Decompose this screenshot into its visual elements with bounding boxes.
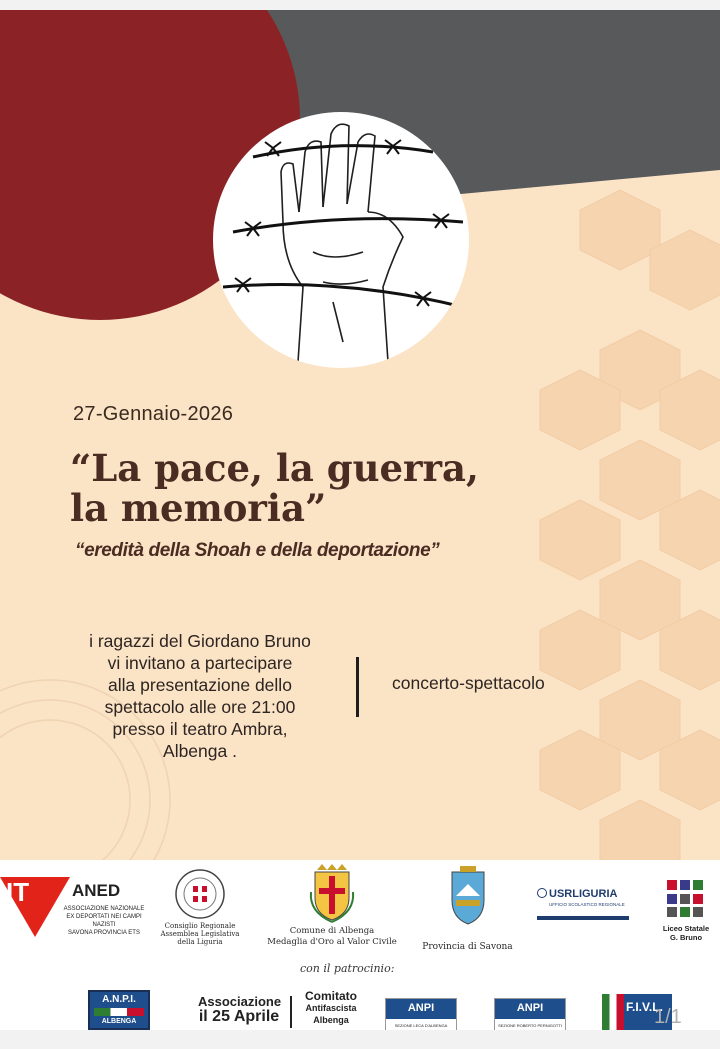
liceo-text	[655, 924, 717, 942]
aned-mark: IT	[6, 877, 30, 907]
usr-name: USRLIGURIA	[549, 888, 618, 900]
event-poster	[0, 10, 720, 1030]
aned-line: ASSOCIAZIONE NAZIONALE	[63, 906, 145, 912]
liceo-grid-icon	[663, 876, 709, 922]
anpi-leca-sub: SEZIONE LECA D'ALBENGA	[394, 1023, 448, 1028]
anpi-albenga-logo	[88, 990, 150, 1030]
consiglio-regionale-logo	[160, 868, 240, 953]
liceo-line: Liceo Statale	[662, 924, 710, 933]
invite-line: Albenga .	[163, 741, 237, 761]
hexagon-pattern	[520, 170, 720, 890]
fivl-flag-stripe	[602, 994, 624, 1030]
associazione-line: Associazione	[198, 994, 282, 1009]
liceo-bruno-logo	[655, 876, 717, 956]
invitation-text	[60, 630, 340, 762]
aned-line: EX DEPORTATI NEI CAMPI NAZISTI	[66, 914, 142, 928]
provincia-savona-logo	[420, 866, 515, 956]
event-title: “La pace, la guerra, la memoria”	[70, 446, 479, 530]
sponsor-footer	[0, 860, 720, 1030]
consiglio-line: Consiglio Regionale	[164, 922, 236, 930]
invite-line: spettacolo alle ore 21:00	[104, 697, 296, 717]
comitato-antifascista-logo	[298, 990, 364, 1026]
italian-flag-icon	[94, 1008, 144, 1016]
provincia-label: Provincia di Savona	[422, 942, 513, 952]
provincia-crest-icon	[446, 866, 490, 928]
usr-sub: UFFICIO SCOLASTICO REGIONALE	[549, 902, 625, 907]
usr-emblem-icon	[537, 888, 547, 898]
event-subtitle: “eredità della Shoah e della deportazione”	[75, 540, 440, 561]
concert-label: concerto-spettacolo	[392, 673, 545, 693]
invite-line: vi invitano a partecipare	[107, 653, 293, 673]
invite-line: presso il teatro Ambra,	[112, 719, 288, 739]
vertical-divider	[356, 657, 359, 717]
consiglio-line: Assemblea Legislativa	[160, 930, 240, 938]
aned-subtitle	[58, 905, 150, 937]
aned-logo	[0, 875, 145, 945]
barbed-wire-hand-illustration	[213, 112, 469, 368]
comune-text	[262, 926, 402, 948]
anpi-leca-name: ANPI	[407, 1002, 435, 1014]
usr-liguria-logo	[535, 884, 630, 929]
anpi-section-logo	[494, 998, 566, 1030]
aned-name: ANED	[72, 881, 121, 900]
anpi-section-sub: SEZIONE ROBERTO PERNIGOTTI	[498, 1023, 562, 1028]
albenga-coat-of-arms-icon	[307, 862, 357, 924]
associazione-divider	[290, 996, 292, 1028]
page-indicator: 1/1	[654, 1006, 682, 1028]
comitato-line: Comitato	[305, 989, 357, 1003]
comitato-line: Albenga	[313, 1015, 349, 1025]
liceo-line: G. Bruno	[669, 933, 703, 942]
anpi-section-name: ANPI	[516, 1002, 544, 1014]
invite-line: i ragazzi del Giordano Bruno	[89, 631, 311, 651]
associazione-line: il 25 Aprile	[198, 1008, 280, 1025]
event-date: 27-Gennaio-2026	[73, 403, 234, 425]
patrocinio-label: con il patrocinio:	[300, 962, 395, 975]
anpi-albenga-name: A.N.P.I.	[102, 994, 136, 1005]
fivl-name: F.I.V.L.	[626, 1000, 663, 1014]
usr-underline	[537, 916, 629, 920]
comune-line: Comune di Albenga	[289, 926, 375, 936]
anpi-leca-logo	[385, 998, 457, 1030]
invite-line: alla presentazione dello	[108, 675, 292, 695]
associazione-25-aprile-logo	[198, 994, 280, 1024]
anpi-albenga-sub: ALBENGA	[101, 1018, 137, 1025]
comitato-line: Antifascista	[305, 1003, 357, 1013]
consiglio-text	[160, 922, 240, 946]
aned-line: SAVONA PROVINCIA ETS	[68, 930, 140, 936]
consiglio-line: della Liguria	[177, 938, 223, 946]
comune-line: Medaglia d'Oro al Valor Civile	[267, 937, 397, 947]
regional-seal-icon	[174, 868, 226, 920]
comune-albenga-logo	[262, 862, 402, 957]
